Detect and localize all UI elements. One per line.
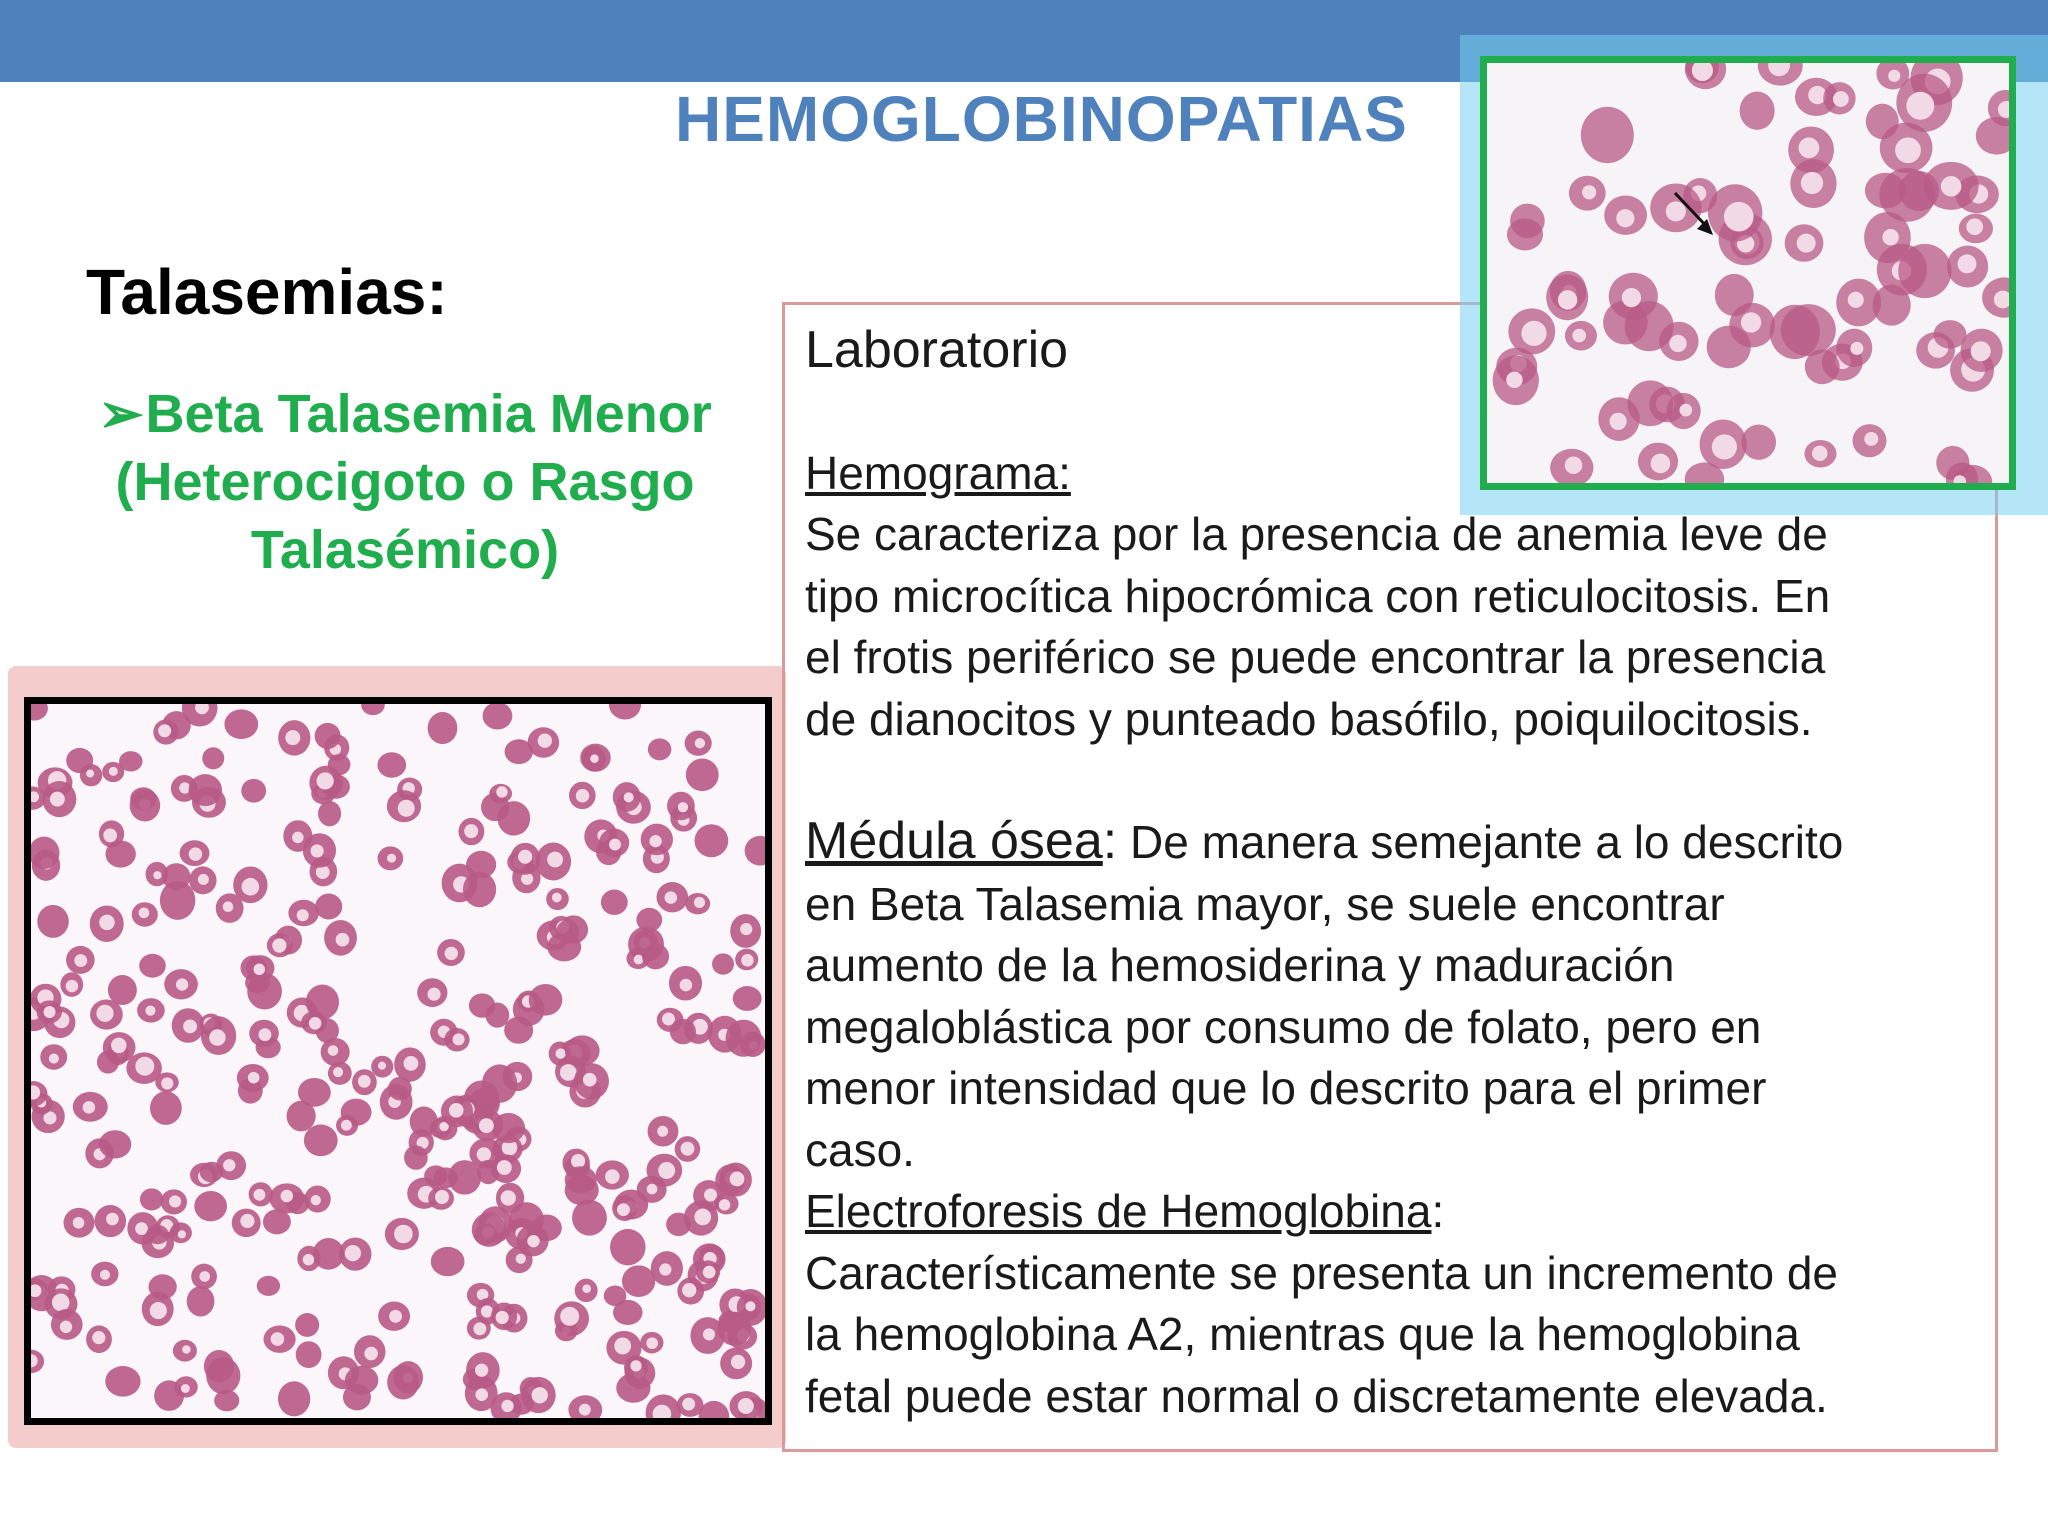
hemograma-line: Se caracteriza por la presencia de anemia leve de	[805, 508, 1828, 560]
section-heading: Talasemias:	[86, 256, 448, 328]
subtopic-line: ➢Beta Talasemia Menor	[80, 380, 730, 448]
medula-line: menor intensidad que lo descrito para el primer	[805, 1062, 1767, 1114]
electro-line: Característicamente se presenta un incremento de	[805, 1246, 1838, 1299]
hemograma-line: de dianocitos y punteado basófilo, poiquilocitosis.	[805, 692, 1813, 745]
electro-line: la hemoglobina A2, mientras que la hemoglobina	[805, 1308, 1800, 1360]
electro-label-line: Electroforesis de Hemoglobina:	[805, 1185, 1445, 1237]
medula-line: aumento de la hemosiderina y maduración	[805, 939, 1675, 991]
subtopic-title	[80, 380, 730, 584]
laboratory-text	[805, 320, 1980, 1427]
subtopic-line: Talasémico)	[250, 520, 560, 580]
lab-title: Laboratorio	[805, 321, 1069, 379]
medula-line: Médula ósea: De manera semejante a lo descrito	[805, 812, 1844, 870]
medula-label: Médula ósea	[805, 812, 1103, 870]
hemograma-line: el frotis periférico se puede encontrar la presencia	[805, 631, 1826, 683]
electro-line: fetal puede estar normal o discretamente elevada.	[805, 1369, 1828, 1422]
electro-label: Electroforesis de Hemoglobina	[805, 1185, 1432, 1237]
blood-smear-left-icon	[31, 704, 765, 1418]
medula-line: megaloblástica por consumo de folato, pero en	[805, 1000, 1762, 1053]
medula-line: caso.	[805, 1123, 915, 1176]
hemograma-paragraph	[805, 504, 1980, 750]
slide-title: HEMOGLOBINOPATIAS	[675, 83, 1408, 155]
hemograma-line: tipo microcítica hipocrómica con reticulocitosis. En	[805, 569, 1831, 622]
medula-line: en Beta Talasemia mayor, se suele encontrar	[805, 877, 1725, 930]
hemograma-label: Hemograma:	[805, 446, 1071, 499]
left-micrograph-image	[24, 697, 772, 1425]
subtopic-line: (Heterocigoto o Rasgo	[115, 452, 695, 512]
arrow-bullet-icon: ➢	[98, 384, 144, 444]
